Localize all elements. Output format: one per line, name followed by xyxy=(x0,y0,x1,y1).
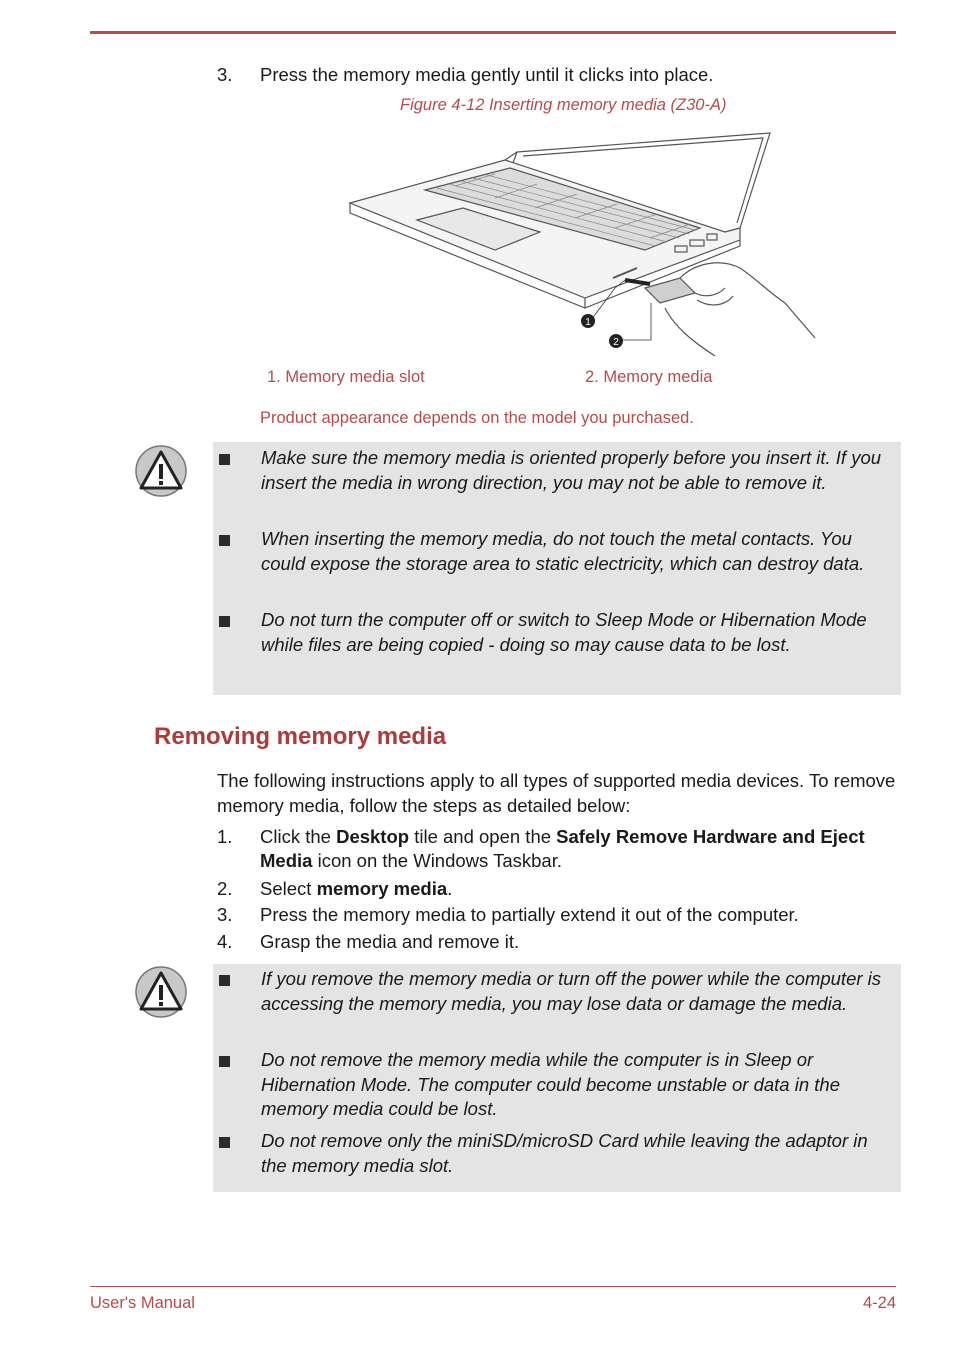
bullet-square xyxy=(219,454,230,465)
figure-caption: Figure 4-12 Inserting memory media (Z30-A) xyxy=(400,96,727,114)
figure-label-1: 1. Memory media slot xyxy=(267,368,425,386)
warning-box-1: Make sure the memory media is oriented properly before you insert it. If you insert the media in wrong direction, you may not be able to remove it. When inserting the memory media, do not touch the metal contacts. You could expose the storage area to static electricity, which can destroy data. Do not turn the computer off or switch to Sleep Mode or Hibernation Mode while files are being copied - doing so may cause data to be lost. xyxy=(213,442,901,695)
figure-label-2: 2. Memory media xyxy=(585,368,713,386)
bullet-square xyxy=(219,616,230,627)
section-intro: The following instructions apply to all types of supported media devices. To remove memory media, follow the steps as detailed below: xyxy=(217,770,896,816)
laptop-insert-figure xyxy=(345,128,825,358)
figure-note: Product appearance depends on the model you purchased. xyxy=(260,409,694,427)
bullet-square xyxy=(219,1056,230,1067)
footer-title: User's Manual xyxy=(90,1294,195,1312)
header-rule xyxy=(90,31,896,34)
callout-1: 1 xyxy=(585,317,591,328)
callout-2: 2 xyxy=(613,337,619,348)
bullet-square xyxy=(219,975,230,986)
warning-icon xyxy=(134,965,188,1019)
warning-icon xyxy=(134,444,188,498)
page-number: 4-24 xyxy=(862,1294,896,1312)
bullet-square xyxy=(219,535,230,546)
warning-box-2: If you remove the memory media or turn off the power while the computer is accessing the memory media, you may lose data or damage the media. Do not remove the memory media while the computer is in Sleep or Hibernation Mode. The computer could become unstable or data in the memory media could be lost. Do not remove only the miniSD/microSD Card while leaving the adaptor in the memory media slot. xyxy=(213,964,901,1192)
bullet-square xyxy=(219,1137,230,1148)
section-heading: Removing memory media xyxy=(154,723,447,750)
footer-rule xyxy=(90,1286,896,1287)
